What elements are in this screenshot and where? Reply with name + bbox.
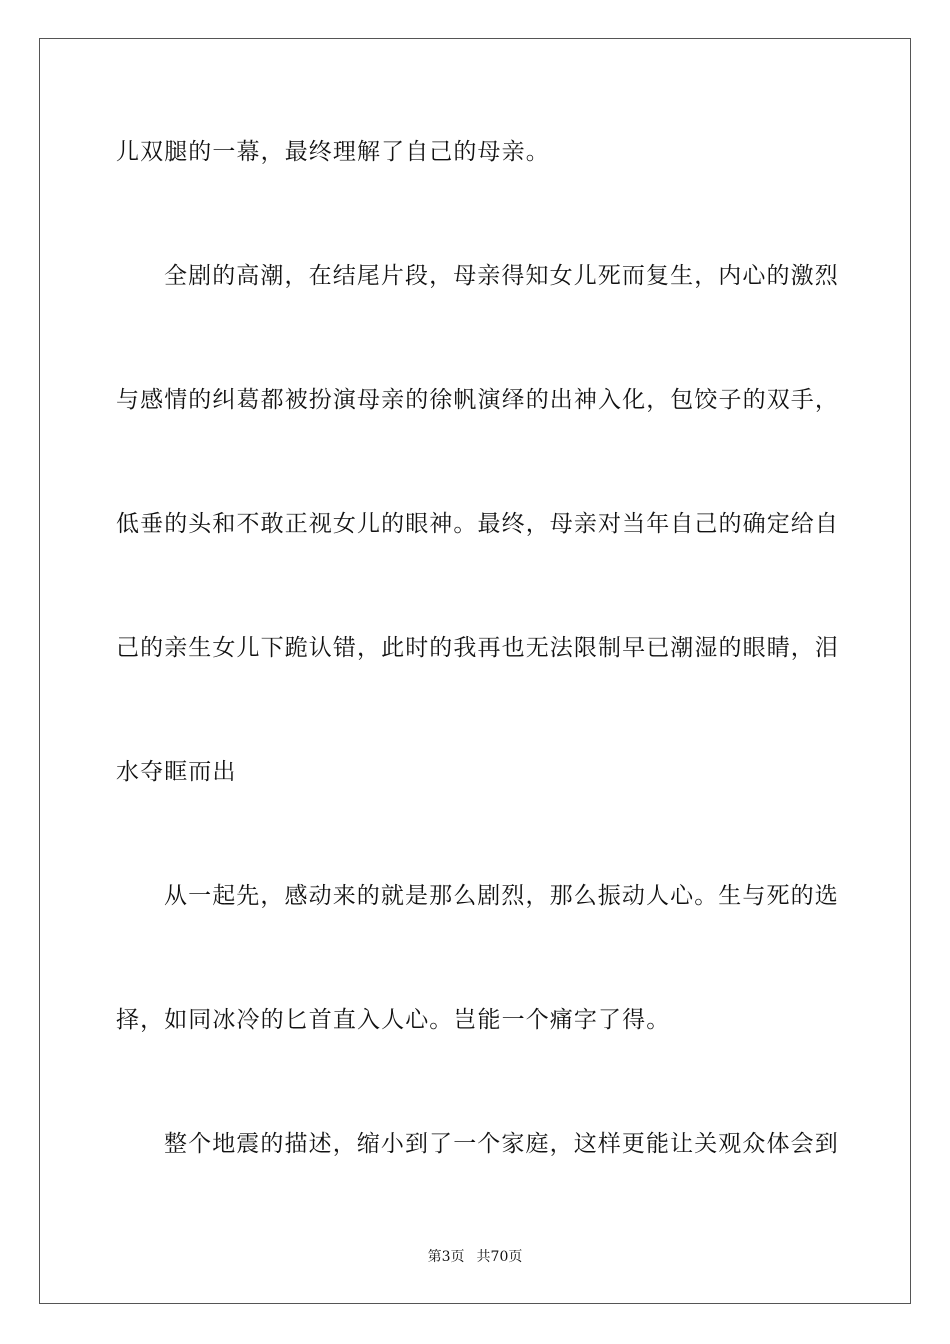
- paragraph-line-3: 与感情的纠葛都被扮演母亲的徐帆演绎的出神入化，包饺子的双手，: [116, 387, 839, 413]
- paragraph-line-9: 整个地震的描述，缩小到了一个家庭，这样更能让关观众体会到: [164, 1131, 839, 1157]
- paragraph-line-8: 择，如同冰冷的匕首直入人心。岂能一个痛字了得。: [116, 1007, 671, 1033]
- paragraph-line-4: 低垂的头和不敢正视女儿的眼神。最终，母亲对当年自己的确定给自: [116, 511, 839, 537]
- page-total: 共70页: [476, 1249, 523, 1265]
- paragraph-line-2: 全剧的高潮，在结尾片段，母亲得知女儿死而复生，内心的激烈: [164, 263, 839, 289]
- paragraph-line-5: 己的亲生女儿下跪认错，此时的我再也无法限制早已潮湿的眼睛，泪: [116, 635, 839, 661]
- paragraph-line-6: 水夺眶而出: [116, 759, 237, 785]
- paragraph-line-7: 从一起先，感动来的就是那么剧烈，那么振动人心。生与死的选: [164, 883, 839, 909]
- page-number: 第3页: [427, 1249, 465, 1265]
- paragraph-line-1: 儿双腿的一幕，最终理解了自己的母亲。: [116, 139, 550, 165]
- page-frame: [39, 38, 911, 1304]
- page-footer: [0, 1248, 950, 1266]
